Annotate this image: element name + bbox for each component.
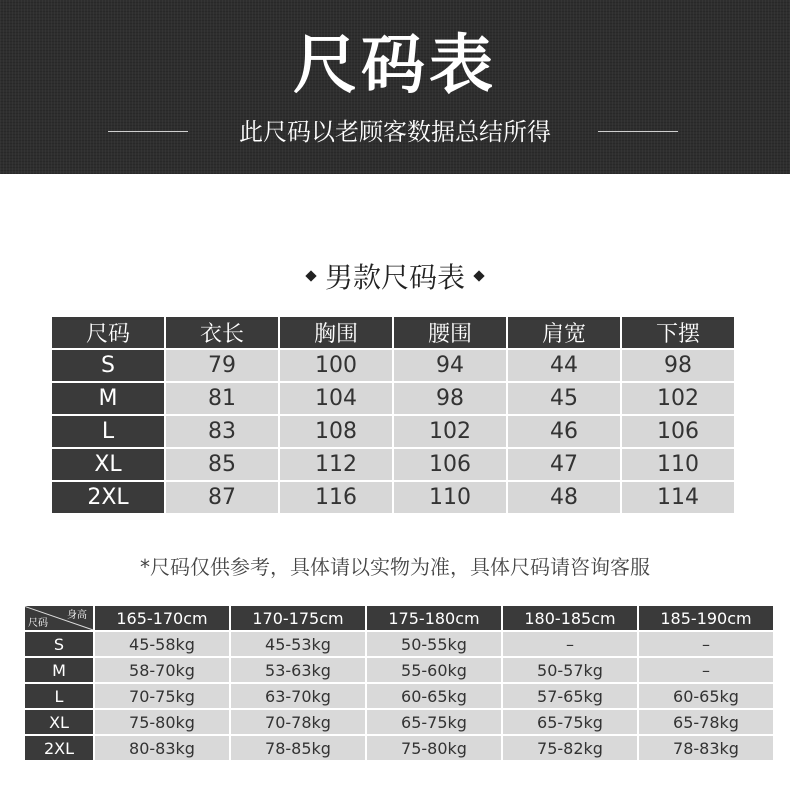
table-cell: 53-63kg (231, 658, 365, 682)
table-row (25, 658, 773, 682)
size-cell: M (25, 658, 93, 682)
table-cell: 65-78kg (639, 710, 773, 734)
column-header: 胸围 (280, 317, 392, 348)
table-cell: – (639, 632, 773, 656)
diamond-icon (473, 270, 484, 281)
men-table-heading (0, 258, 790, 298)
table-cell: 112 (280, 449, 392, 480)
table-row (25, 736, 773, 760)
size-cell: S (25, 632, 93, 656)
table-cell: 50-55kg (367, 632, 501, 656)
table-cell: 98 (394, 383, 506, 414)
table-row (52, 416, 734, 447)
header-banner (0, 0, 790, 174)
table-cell: 116 (280, 482, 392, 513)
table-row (52, 383, 734, 414)
column-header: 185-190cm (639, 606, 773, 630)
table-cell: 65-75kg (503, 710, 637, 734)
size-cell: L (52, 416, 164, 447)
size-cell: XL (52, 449, 164, 480)
table-cell: 55-60kg (367, 658, 501, 682)
table-cell: 81 (166, 383, 278, 414)
column-header: 170-175cm (231, 606, 365, 630)
table-row (25, 710, 773, 734)
table-cell: 46 (508, 416, 620, 447)
table-cell: 87 (166, 482, 278, 513)
page-subtitle: 此尺码以老顾客数据总结所得 (239, 118, 551, 146)
table-cell: 100 (280, 350, 392, 381)
table-cell: 45 (508, 383, 620, 414)
height-weight-table (23, 604, 775, 762)
column-header: 175-180cm (367, 606, 501, 630)
men-size-table (50, 315, 736, 515)
table-cell: 75-80kg (367, 736, 501, 760)
table-cell: 63-70kg (231, 684, 365, 708)
table-cell: 110 (394, 482, 506, 513)
table-cell: 78-83kg (639, 736, 773, 760)
table-cell: 102 (622, 383, 734, 414)
table-cell: 65-75kg (367, 710, 501, 734)
table-cell: 98 (622, 350, 734, 381)
size-cell: 2XL (25, 736, 93, 760)
table-cell: 78-85kg (231, 736, 365, 760)
table-cell: 45-58kg (95, 632, 229, 656)
column-header: 下摆 (622, 317, 734, 348)
table-cell: 106 (394, 449, 506, 480)
size-cell: S (52, 350, 164, 381)
table-cell: 60-65kg (639, 684, 773, 708)
table-cell: 110 (622, 449, 734, 480)
table-cell: 106 (622, 416, 734, 447)
table-cell: 45-53kg (231, 632, 365, 656)
table-cell: 75-82kg (503, 736, 637, 760)
diamond-icon (305, 270, 316, 281)
men-table-title: 男款尺码表 (324, 261, 465, 294)
table-cell: 58-70kg (95, 658, 229, 682)
table-cell: 47 (508, 449, 620, 480)
table-cell: – (639, 658, 773, 682)
page-title: 尺码表 (293, 29, 497, 103)
table-row (25, 632, 773, 656)
column-header: 衣长 (166, 317, 278, 348)
corner-size-label: 尺码 (28, 618, 48, 629)
table-cell: 80-83kg (95, 736, 229, 760)
table-cell: 104 (280, 383, 392, 414)
corner-height-label: 身高 (67, 610, 87, 621)
corner-header (25, 606, 93, 630)
table-cell: 108 (280, 416, 392, 447)
column-header: 尺码 (52, 317, 164, 348)
column-header: 165-170cm (95, 606, 229, 630)
subtitle-divider-right (598, 131, 678, 132)
column-header: 腰围 (394, 317, 506, 348)
table-cell: 44 (508, 350, 620, 381)
size-cell: M (52, 383, 164, 414)
table-cell: 57-65kg (503, 684, 637, 708)
table-cell: 85 (166, 449, 278, 480)
table-row (52, 482, 734, 513)
table-cell: 83 (166, 416, 278, 447)
table-cell: – (503, 632, 637, 656)
column-header: 180-185cm (503, 606, 637, 630)
table-row (25, 684, 773, 708)
size-disclaimer: *尺码仅供参考，具体请以实物为准，具体尺码请咨询客服 (140, 555, 650, 579)
table-cell: 114 (622, 482, 734, 513)
table-cell: 75-80kg (95, 710, 229, 734)
table-row (52, 449, 734, 480)
table-cell: 48 (508, 482, 620, 513)
table-cell: 50-57kg (503, 658, 637, 682)
size-cell: 2XL (52, 482, 164, 513)
size-cell: L (25, 684, 93, 708)
column-header: 肩宽 (508, 317, 620, 348)
table-header-row (52, 317, 734, 348)
table-cell: 94 (394, 350, 506, 381)
table-header-row (25, 606, 773, 630)
table-cell: 70-78kg (231, 710, 365, 734)
table-cell: 70-75kg (95, 684, 229, 708)
table-cell: 79 (166, 350, 278, 381)
size-cell: XL (25, 710, 93, 734)
table-cell: 60-65kg (367, 684, 501, 708)
table-row (52, 350, 734, 381)
table-cell: 102 (394, 416, 506, 447)
